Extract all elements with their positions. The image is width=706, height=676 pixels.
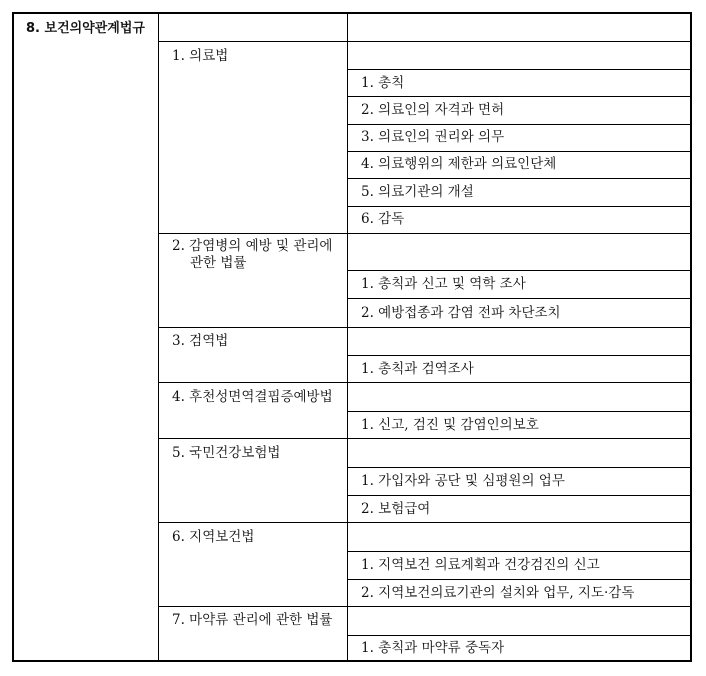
chapter-item: 3. 의료인의 권리와 의무 [361,129,505,145]
row-divider [347,69,692,70]
chapter-item: 1. 지역보건 의료계획과 건강검진의 신고 [361,557,600,573]
law-title: 3. 검역법 [172,333,229,349]
chapter-item: 6. 감독 [361,211,405,227]
row-divider [347,206,692,207]
chapter-item: 2. 보험급여 [361,501,431,517]
row-divider [347,635,692,636]
row-divider [158,233,692,234]
row-divider [347,579,692,580]
row-divider [158,41,692,42]
law-title: 6. 지역보건법 [172,529,255,545]
chapter-item: 1. 신고, 검진 및 감염인의보호 [361,417,539,433]
section-title: 8. 보건의약관계법규 [26,21,145,36]
chapter-item: 4. 의료행위의 제한과 의료인단체 [361,156,557,172]
row-divider [347,355,692,356]
row-divider [158,438,692,439]
chapter-item: 2. 의료인의 자격과 면허 [361,102,505,118]
column-divider-2 [347,12,348,662]
row-divider [347,411,692,412]
chapter-item: 5. 의료기관의 개설 [361,184,474,200]
chapter-item: 1. 총칙 [361,75,405,91]
row-divider [347,178,692,179]
row-divider [158,606,692,607]
row-divider [347,270,692,271]
row-divider [347,495,692,496]
law-title: 4. 후천성면역결핍증예방법 [172,389,333,405]
law-title: 2. 감염병의 예방 및 관리에 [172,238,333,254]
law-title-continued: 관한 법률 [190,255,247,271]
chapter-item: 1. 총칙과 마약류 중독자 [361,640,505,656]
column-divider-1 [158,12,159,662]
chapter-item: 1. 총칙과 신고 및 역학 조사 [361,276,526,292]
row-divider [347,124,692,125]
row-divider [158,327,692,328]
row-divider [347,151,692,152]
chapter-item: 2. 예방접종과 감염 전파 차단조치 [361,305,561,321]
chapter-item: 1. 총칙과 검역조사 [361,361,474,377]
row-divider [158,522,692,523]
law-title: 5. 국민건강보험법 [172,445,281,461]
chapter-item: 2. 지역보건의료기관의 설치와 업무, 지도·감독 [361,585,635,601]
row-divider [347,96,692,97]
row-divider [347,298,692,299]
row-divider [347,467,692,468]
chapter-item: 1. 가입자와 공단 및 심평원의 업무 [361,473,565,489]
row-divider [158,382,692,383]
row-divider [347,551,692,552]
law-title: 7. 마약류 관리에 관한 법률 [172,612,333,628]
law-title: 1. 의료법 [172,48,229,64]
